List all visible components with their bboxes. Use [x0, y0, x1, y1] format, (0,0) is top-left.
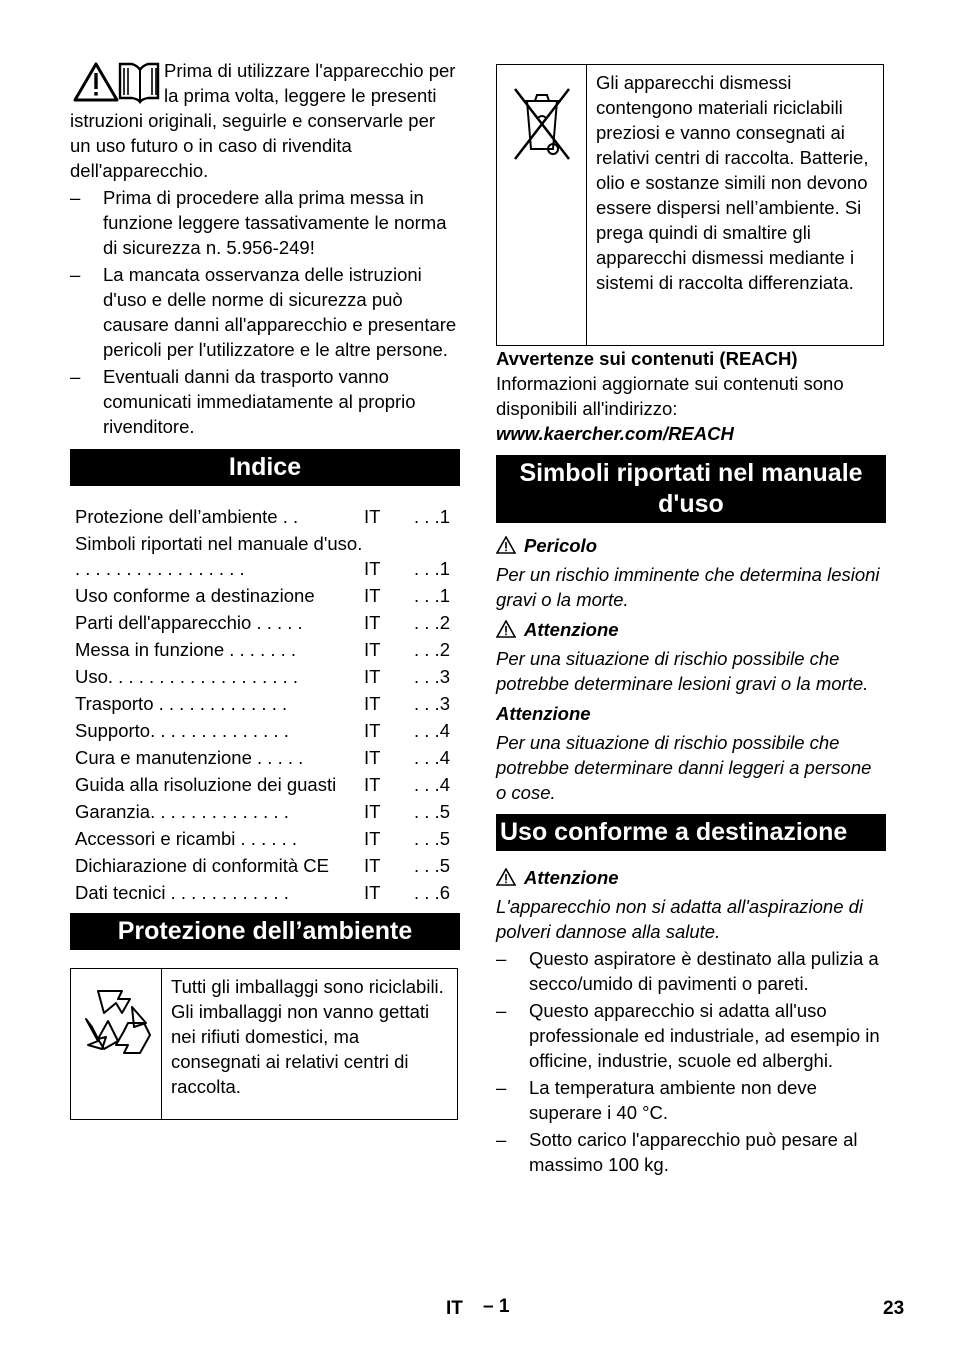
intro-block [70, 58, 460, 183]
right-column [496, 64, 886, 1177]
intro-text: Prima di utilizzare l'apparecchio per la prima volta, leggere le presenti istruzioni originali, seguirle e conservarle per un uso futuro o in caso di rivendita dell'apparecchio. [70, 60, 456, 181]
danger-label: Pericolo [524, 535, 597, 556]
list-item: – Prima di procedere alla prima messa in funzione leggere tassativamente le norma di sicurezza n. 5.956-249! [70, 185, 460, 260]
caution-text: Per una situazione di rischio possibile che potrebbe determinare danni leggeri a persone o cose. [496, 732, 872, 803]
toc-row[interactable]: Guida alla risoluzione dei guasti IT . . .4 [75, 774, 450, 795]
table-of-contents [70, 504, 460, 907]
intended-use-bullets [496, 946, 886, 1177]
intro-bullets [70, 185, 460, 439]
toc-row[interactable]: Dati tecnici . . . . . . . . . . . . IT . . .6 [75, 882, 450, 903]
symbols-heading: Simboli riportati nel manuale d'uso [496, 455, 886, 523]
crossed-bin-icon [497, 65, 587, 345]
list-item: – La temperatura ambiente non deve superare i 40 °C. [496, 1075, 886, 1125]
intended-warning-label: Attenzione [524, 867, 619, 888]
warning-icon [496, 536, 516, 554]
footer-language: IT [446, 1298, 463, 1319]
warning-text: Per una situazione di rischio possibile che potrebbe determinare lesioni gravi o la morte. [496, 648, 869, 694]
warning-icon [496, 868, 516, 886]
intended-warning-row [496, 865, 886, 890]
toc-row[interactable]: Trasporto . . . . . . . . . . . . . IT . . .3 [75, 693, 450, 714]
toc-row[interactable]: Parti dell'apparecchio . . . . . IT . . .2 [75, 612, 450, 633]
warning-manual-icon [70, 58, 160, 104]
list-item: – La mancata osservanza delle istruzioni d'uso e delle norme di sicurezza può causare danni all'apparecchio e presentare pericoli per l'utilizzatore e le altre persone. [70, 262, 460, 362]
toc-row[interactable]: Uso conforme a destinazione IT . . .1 [75, 585, 450, 606]
list-item: – Questo aspiratore è destinato alla pulizia a secco/umido di pavimenti o pareti. [496, 946, 886, 996]
toc-row[interactable]: Uso. . . . . . . . . . . . . . . . . . . IT . . .3 [75, 666, 450, 687]
intended-use-heading: Uso conforme a destinazione [496, 814, 886, 851]
disposal-box [496, 64, 884, 346]
left-column [70, 58, 460, 1120]
warning-label: Attenzione [524, 619, 619, 640]
danger-text: Per un rischio imminente che determina lesioni gravi o la morte. [496, 564, 880, 610]
page-number: 23 [883, 1298, 905, 1319]
toc-row[interactable]: Supporto. . . . . . . . . . . . . . IT . . .4 [75, 720, 450, 741]
toc-row[interactable]: Accessori e ricambi . . . . . . IT . . .5 [75, 828, 450, 849]
footer-section-page: – 1 [483, 1296, 510, 1317]
toc-row[interactable]: Cura e manutenzione . . . . . IT . . .4 [75, 747, 450, 768]
toc-row[interactable]: Protezione dell’ambiente . . IT . . .1 [75, 506, 450, 527]
warning-icon [496, 620, 516, 638]
packaging-text: Tutti gli imballaggi sono riciclabili. Gli imballaggi non vanno gettati nei rifiuti domestici, ma consegnati ai relativi centri di raccolta. [171, 976, 444, 1097]
list-item: – Questo apparecchio si adatta all'uso professionale ed industriale, ad esempio in officine, industrie, scuole ed alberghi. [496, 998, 886, 1073]
list-item: – Eventuali danni da trasporto vanno comunicati immediatamente al proprio rivenditore. [70, 364, 460, 439]
index-heading: Indice [70, 449, 460, 486]
intro-icons [70, 58, 160, 104]
intended-warning-text: L'apparecchio non si adatta all'aspirazione di polveri dannose alla salute. [496, 896, 864, 942]
warning-label-row [496, 617, 886, 642]
reach-link[interactable]: www.kaercher.com/REACH [496, 423, 734, 444]
toc-row[interactable]: Simboli riportati nel manuale d'uso. . . . . . . . . . . . . . . . . . IT . . .1 [75, 533, 450, 579]
disposal-text: Gli apparecchi dismessi contengono materiali riciclabili preziosi e vanno consegnati ai relativi centri di raccolta. Batterie, olio e sostanze simili non devono essere dispersi nell’ambiente. Si prega quindi di smaltire gli apparecchi dismessi mediante i sistemi di raccolta differenziata. [596, 72, 869, 293]
list-item: – Sotto carico l'apparecchio può pesare al massimo 100 kg. [496, 1127, 886, 1177]
toc-row[interactable]: Messa in funzione . . . . . . . IT . . .2 [75, 639, 450, 660]
packaging-box [70, 968, 458, 1120]
caution-label: Attenzione [496, 703, 591, 724]
reach-text: Informazioni aggiornate sui contenuti sono disponibili all'indirizzo: [496, 373, 844, 419]
toc-row[interactable]: Dichiarazione di conformità CE IT . . .5 [75, 855, 450, 876]
environment-heading: Protezione dell’ambiente [70, 913, 460, 950]
danger-label-row [496, 533, 886, 558]
toc-row[interactable]: Garanzia. . . . . . . . . . . . . . IT . . .5 [75, 801, 450, 822]
reach-heading: Avvertenze sui contenuti (REACH) [496, 348, 798, 369]
recycle-icon [71, 969, 162, 1119]
